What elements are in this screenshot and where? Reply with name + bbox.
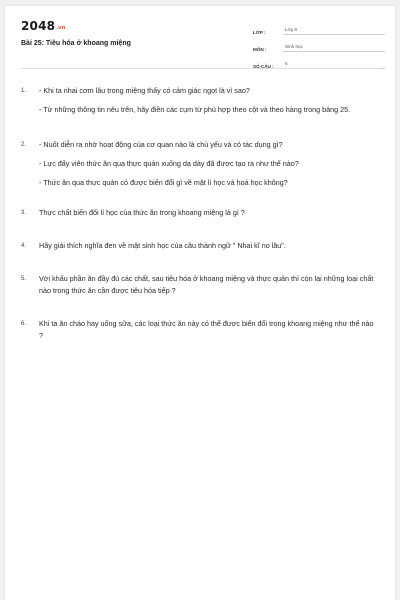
worksheet-page [5, 6, 395, 600]
question-line: Thực chất biến đổi lí học của thức ăn trong khoang miệng là gì ? [39, 208, 245, 217]
meta-label: SỐ CÂU : [253, 64, 274, 69]
question-body [39, 85, 377, 116]
question-item [21, 273, 377, 297]
meta-value-count: 6 [283, 61, 385, 69]
meta-label: LỚP : [253, 30, 266, 35]
question-line: Với khẩu phần ăn đầy đủ các chất, sau tiêu hóa ở khoang miệng và thực quản thì còn lại những loại chất nào trong thức ăn cần được tiêu hóa tiếp ? [39, 274, 374, 295]
question-body [39, 240, 377, 252]
question-item [21, 318, 377, 342]
question-number: 1. [21, 88, 27, 94]
question-body [39, 318, 377, 342]
question-number: 4. [21, 243, 27, 249]
lesson-title: Bài 25: Tiêu hóa ở khoang miệng [21, 40, 131, 47]
question-line: - Từ những thông tin nêu trên, hãy điền các cụm từ phù hợp theo cột và theo hàng trong bảng 25. [39, 105, 351, 114]
logo-suffix: .vn [56, 25, 66, 31]
question-number: 2. [21, 142, 27, 148]
meta-row-count [253, 55, 385, 69]
meta-row-subject [253, 38, 385, 52]
meta-label: MÔN : [253, 47, 267, 52]
question-item [21, 139, 377, 189]
question-body [39, 139, 377, 189]
worksheet-meta [253, 21, 385, 72]
question-body [39, 207, 377, 219]
question-item [21, 207, 377, 219]
question-line: - Nuốt diễn ra nhờ hoạt động của cơ quan nào là chủ yếu và có tác dụng gì? [39, 140, 283, 149]
question-number: 3. [21, 210, 27, 216]
question-line: Khi ta ăn cháo hay uống sữa, các loại thức ăn này có thể được biến đổi trong khoang miệng như thế nào ? [39, 319, 374, 340]
meta-value-subject: Sinh học [283, 44, 385, 52]
question-number: 6. [21, 321, 27, 327]
site-logo[interactable] [21, 19, 66, 33]
header-divider [21, 68, 379, 69]
logo-text: 2048 [21, 19, 56, 33]
question-line: - Thức ăn qua thực quản có được biến đổi gì về mặt lí học và hoá học không? [39, 178, 288, 187]
question-line: Hãy giải thích nghĩa đen về mặt sinh học của câu thành ngữ " Nhai kĩ no lâu". [39, 241, 286, 250]
question-line: - Lực đẩy viên thức ăn qua thực quản xuống dạ dày đã được tạo ra như thế nào? [39, 159, 299, 168]
question-line: - Khi ta nhai cơm lâu trong miệng thấy có cảm giác ngọt là vì sao? [39, 86, 250, 95]
question-body [39, 273, 377, 297]
question-list [21, 85, 377, 342]
question-number: 5. [21, 276, 27, 282]
question-item [21, 240, 377, 252]
meta-row-class [253, 21, 385, 35]
question-item [21, 85, 377, 116]
meta-value-class: Lớp 8 [283, 27, 385, 35]
